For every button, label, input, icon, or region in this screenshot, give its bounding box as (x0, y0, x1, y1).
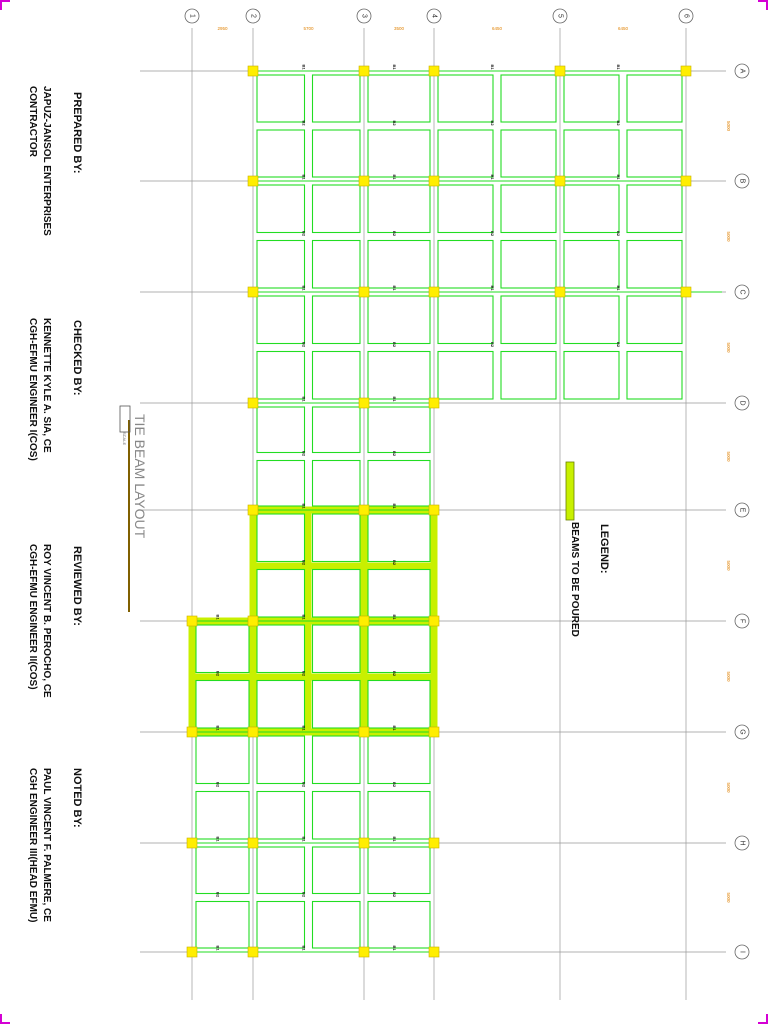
slab-panel (438, 185, 493, 233)
slab-panel (564, 75, 619, 122)
slab-panel (257, 625, 305, 673)
beam-label: B2 (392, 341, 397, 348)
slab-panel (438, 75, 493, 122)
column (248, 616, 258, 626)
column (248, 398, 258, 408)
slab-panel (627, 352, 682, 400)
slab-panel (368, 407, 430, 453)
slab-panel (313, 130, 361, 177)
slab-panel (368, 847, 430, 894)
beam-label: B1 (490, 174, 495, 180)
column (429, 398, 439, 408)
dimension-label: 2950 (217, 26, 228, 31)
slab-panel (313, 902, 361, 949)
slab-panel (368, 296, 430, 344)
slab-panel (368, 461, 430, 507)
slab-panel (368, 681, 430, 729)
column (555, 176, 565, 186)
slab-panel (313, 75, 361, 122)
column (248, 838, 258, 848)
grid-bubble-label: 6 (682, 14, 690, 18)
beam-label: B2 (301, 891, 307, 898)
column (359, 838, 369, 848)
slab-panel (196, 625, 249, 673)
beam-label: B2 (301, 230, 307, 237)
slab-panel (368, 570, 430, 618)
dimension-label: 5700 (303, 26, 314, 31)
beam-label: B1 (301, 64, 307, 70)
dimension-labels (217, 26, 731, 903)
grid-bubble-label: 3 (360, 14, 368, 18)
column (359, 616, 369, 626)
corner-mark-top-right (758, 0, 768, 10)
prepared-by-position: CONTRACTOR (27, 86, 38, 157)
slab-panel (196, 792, 249, 840)
beam-label: B1 (301, 836, 307, 842)
beam-label: B1 (301, 503, 307, 509)
beam-label: B1 (301, 174, 307, 180)
column (429, 727, 439, 737)
slab-panel (368, 792, 430, 840)
legend-heading: LEGEND: (598, 524, 610, 574)
slab-panel (257, 736, 305, 784)
slab-panel (627, 130, 682, 177)
slab-panel (368, 185, 430, 233)
corner-mark-bottom-right (758, 1014, 768, 1024)
column (248, 727, 258, 737)
beam-label: B2 (392, 781, 397, 788)
slab-panel (313, 461, 361, 507)
slab-panel (438, 241, 493, 289)
beam-label: B2 (490, 230, 495, 237)
slab-panel (313, 407, 361, 453)
slab-panel (313, 570, 361, 618)
beam-label: B1 (301, 614, 307, 620)
slab-panel (257, 352, 305, 400)
beam-label: B1 (392, 174, 397, 180)
grid-bubble-label: F (738, 618, 746, 624)
column (248, 947, 258, 957)
slab-panel (368, 625, 430, 673)
slab-panel (501, 352, 556, 400)
slab-panel (257, 461, 305, 507)
slab-panel (627, 296, 682, 344)
slab-panel (368, 736, 430, 784)
grid-bubble-label: C (738, 289, 746, 295)
column (359, 66, 369, 76)
slab-panel (196, 736, 249, 784)
dimension-label: 5000 (726, 451, 731, 462)
dimension-label: 5000 (726, 671, 731, 682)
column (248, 287, 258, 297)
noted-by-name: PAUL VINCENT F. PALMERE, CE (41, 768, 52, 922)
grid-bubble-label: 2 (249, 14, 257, 18)
slab-panel (257, 296, 305, 344)
column (359, 947, 369, 957)
grid-bubble-label: 5 (556, 14, 564, 18)
beam-label: B1 (215, 836, 221, 842)
beam-label: B2 (392, 230, 397, 237)
column (187, 727, 197, 737)
column (359, 727, 369, 737)
slab-panel (196, 902, 249, 949)
corner-mark-top-left (0, 0, 10, 10)
slab-panel (368, 514, 430, 562)
slab-panel (313, 625, 361, 673)
beam-label: B1 (490, 64, 495, 70)
column (429, 616, 439, 626)
beam-label: B2 (616, 341, 621, 348)
beam-label: B2 (616, 120, 621, 126)
column (248, 505, 258, 515)
slab-panel (501, 296, 556, 344)
slab-panel (313, 792, 361, 840)
slab-panel (564, 185, 619, 233)
beam-label: B1 (215, 945, 221, 951)
slab-panel (501, 241, 556, 289)
slab-panel (368, 130, 430, 177)
slab-panel (313, 681, 361, 729)
slab-panel (501, 185, 556, 233)
beam-label: B2 (301, 341, 307, 348)
beam-label: B1 (392, 836, 397, 842)
slab-panel (564, 241, 619, 289)
grid-bubble-label: A (738, 68, 746, 74)
grid-bubble-label: 4 (430, 14, 438, 18)
slab-panel (257, 847, 305, 894)
reviewed-by-name: ROY VINCENT B. PEROCHO, CE (41, 544, 52, 698)
beam-label: B2 (301, 120, 307, 126)
dimension-label: 5000 (726, 231, 731, 242)
drawing-title: TIE BEAM LAYOUT (132, 414, 148, 539)
slab-panel (368, 241, 430, 289)
slab-panel (257, 185, 305, 233)
beam-label: B1 (490, 285, 495, 291)
slab-panel (257, 407, 305, 453)
prepared-by-heading: PREPARED BY: (71, 92, 83, 174)
slab-panel (313, 847, 361, 894)
beam-label: B2 (301, 670, 307, 677)
slab-panel (196, 681, 249, 729)
slab-panel (196, 847, 249, 894)
beam-label: B1 (392, 614, 397, 620)
beam-label: B1 (215, 725, 221, 731)
dimension-label: 6450 (491, 26, 503, 31)
column (359, 398, 369, 408)
beam-label: B2 (301, 559, 307, 566)
dimension-label: 5000 (726, 120, 731, 132)
beam-label: B1 (301, 285, 307, 291)
slab-panel (257, 902, 305, 949)
grid-bubble-label: B (738, 178, 746, 184)
slab-panel (313, 352, 361, 400)
slab-panel (368, 352, 430, 400)
prepared-by-name: JAPUZ-JANSOL ENTERPRISES (41, 86, 52, 236)
slab-panel (564, 130, 619, 177)
beam-label: B1 (392, 503, 397, 509)
beam-label: B2 (215, 891, 221, 898)
beam-label: B2 (616, 230, 621, 237)
beam-label: B2 (392, 670, 397, 677)
beam-label: B2 (301, 781, 307, 788)
slab-panel (627, 185, 682, 233)
beam-label: B2 (215, 670, 221, 677)
slab-panel (438, 352, 493, 400)
checked-by-name: KENNETTE KYLE A. SIA, CE (41, 318, 52, 453)
reviewed-by-position: CGH-EFMU ENGINEER II(COS) (27, 544, 38, 690)
reviewed-by-heading: REVIEWED BY: (71, 546, 83, 626)
corner-mark-bottom-left (0, 1014, 10, 1024)
slab-panel (257, 75, 305, 122)
slab-panel (257, 681, 305, 729)
dimension-label: 5000 (726, 782, 731, 793)
column (429, 66, 439, 76)
beam-label: B1 (616, 64, 621, 70)
beam-label: B2 (392, 891, 397, 898)
slab-panel (257, 130, 305, 177)
slab-panel (501, 75, 556, 122)
column (359, 505, 369, 515)
grid-bubble-label: E (738, 507, 746, 513)
dimension-label: 5000 (726, 892, 731, 903)
column (429, 838, 439, 848)
beam-label: B1 (301, 725, 307, 731)
checked-by-position: CGH-EFMU ENGINEER I(COS) (27, 318, 38, 461)
column (359, 176, 369, 186)
slab-panel (627, 75, 682, 122)
column (359, 287, 369, 297)
checked-by-heading: CHECKED BY: (71, 320, 83, 396)
grid-bubble-label: 1 (188, 14, 196, 18)
grid-bubble-label: I (738, 951, 746, 953)
slab-panel (438, 130, 493, 177)
beam-label: B1 (301, 945, 307, 951)
column (187, 838, 197, 848)
noted-by-position: CGH ENGINEER III(HEAD EFMU) (27, 768, 38, 923)
legend-swatch (566, 462, 574, 520)
column (248, 66, 258, 76)
slab-panel (564, 352, 619, 400)
beam-label: B2 (490, 341, 495, 348)
slab-panel (627, 241, 682, 289)
column (187, 616, 197, 626)
slab-panel (257, 792, 305, 840)
slab-panel (313, 185, 361, 233)
beam-label: B1 (392, 285, 397, 291)
column (555, 287, 565, 297)
slab-panel (368, 75, 430, 122)
slab-panel (257, 514, 305, 562)
beam-label: B2 (215, 781, 221, 788)
beam-label: B1 (392, 945, 397, 951)
slab-panel (564, 296, 619, 344)
beam-label: B2 (301, 450, 307, 457)
slab-panel (257, 570, 305, 618)
scale-note: SCALE (122, 432, 127, 446)
slab-panel (313, 514, 361, 562)
dimension-label: 5000 (726, 560, 731, 571)
beam-label: B1 (392, 396, 397, 402)
column (681, 176, 691, 186)
beam-label: B1 (392, 64, 397, 70)
grid-bubble-label: G (738, 729, 746, 735)
column (429, 947, 439, 957)
dimension-label: 6450 (617, 26, 629, 31)
beam-label: B1 (215, 614, 221, 620)
slab-panel (313, 296, 361, 344)
column (555, 66, 565, 76)
column (429, 287, 439, 297)
slab-panel (368, 902, 430, 949)
legend-item-label: BEAMS TO BE POURED (569, 522, 580, 637)
column (681, 287, 691, 297)
slab-panel (257, 241, 305, 289)
beam-label: B2 (490, 120, 495, 126)
slab-panel (313, 736, 361, 784)
column (248, 176, 258, 186)
slab-panel (501, 130, 556, 177)
grid-bubble-label: H (738, 840, 746, 846)
noted-by-heading: NOTED BY: (71, 768, 83, 828)
beam-label: B2 (392, 120, 397, 126)
beam-label: B1 (392, 725, 397, 731)
beam-label: B2 (392, 450, 397, 457)
column (429, 505, 439, 515)
slab-panel (313, 241, 361, 289)
column (429, 176, 439, 186)
column (681, 66, 691, 76)
beam-label: B2 (392, 559, 397, 566)
column (187, 947, 197, 957)
grid-bubbles (185, 9, 749, 959)
dimension-label: 3500 (393, 26, 405, 31)
beam-label: B1 (301, 396, 307, 402)
beam-label: B1 (616, 285, 621, 291)
dimension-label: 5000 (726, 342, 731, 353)
slab-panel (438, 296, 493, 344)
grid-bubble-label: D (738, 400, 746, 406)
beam-label: B1 (616, 174, 621, 180)
